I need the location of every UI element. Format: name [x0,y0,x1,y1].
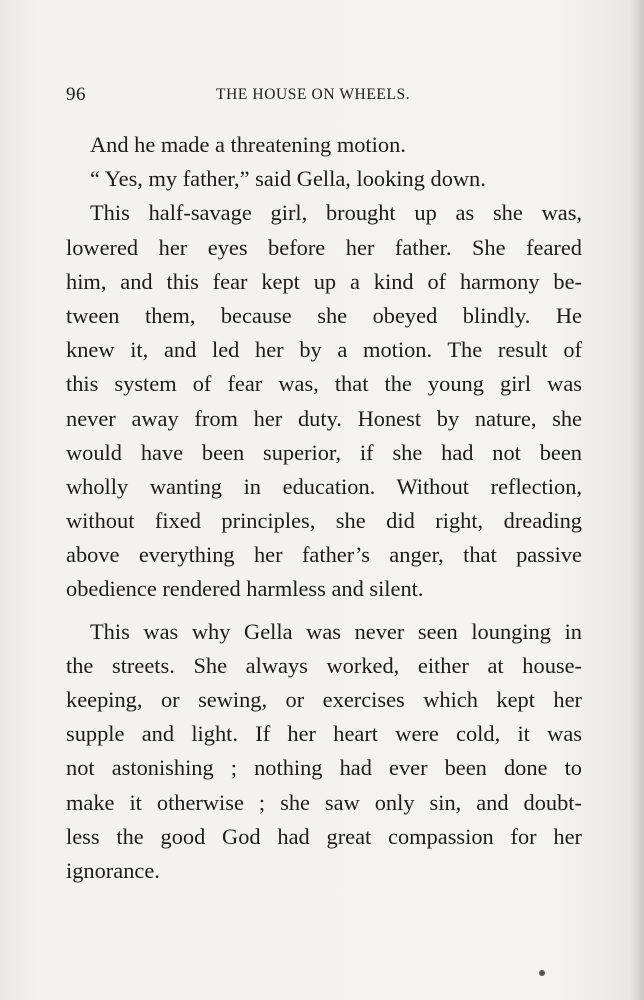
page-edge-shadow [630,0,644,1000]
text-line: This half-savage girl, brought up as she was, [90,200,582,226]
page-number: 96 [66,84,86,105]
text-line: him, and this fear kept up a kind of harmony be- [66,268,582,294]
text-line: ignorance. [66,857,160,883]
text-line: without fixed principles, she did right, dreading [66,508,582,534]
text-line: wholly wanting in education. Without reflection, [66,473,582,499]
ink-speck [539,970,545,976]
text-line: This was why Gella was never seen lounging in [90,618,582,644]
text-line: above everything her father’s anger, that passive [66,542,582,568]
text-line: make it otherwise ; she saw only sin, and doubt- [66,789,582,815]
text-line: tween them, because she obeyed blindly. He [66,302,582,328]
text-line: supple and light. If her heart were cold, it was [66,721,582,747]
running-title: THE HOUSE ON WHEELS. [216,86,411,103]
text-line: And he made a threatening motion. [90,132,406,157]
text-line: less the good God had great compassion for her [66,823,582,849]
text-line: the streets. She always worked, either at house- [66,652,582,678]
text-line: never away from her duty. Honest by nature, she [66,405,582,431]
text-line: knew it, and led her by a motion. The result of [66,337,582,363]
text-line: obedience rendered harmless and silent. [66,576,424,602]
text-line: would have been superior, if she had not been [66,439,582,465]
text-line: not astonishing ; nothing had ever been done to [66,755,582,781]
text-line: lowered her eyes before her father. She feared [66,234,582,260]
text-line: this system of fear was, that the young girl was [66,371,582,397]
text-line: “ Yes, my father,” said Gella, looking down. [90,166,486,192]
page-header [66,84,582,108]
text-line: keeping, or sewing, or exercises which kept her [66,687,582,712]
body-text [66,128,582,888]
